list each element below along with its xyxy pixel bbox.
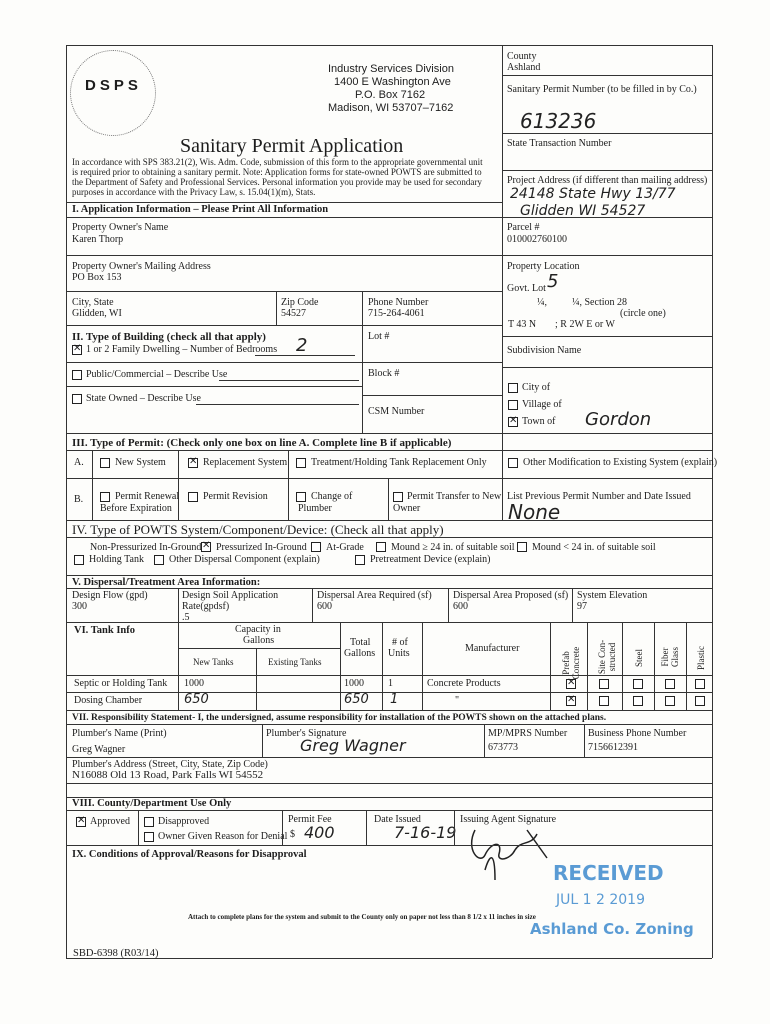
permit-fee-value: 400 [304,823,335,842]
divider [262,724,263,757]
plumber-name-label: Plumber's Name (Print) [72,728,167,739]
plumber-name-value: Greg Wagner [72,744,126,755]
underline [196,404,359,405]
mailing-address-value: PO Box 153 [72,272,122,283]
manufacturer-label: Manufacturer [465,643,520,654]
approved-label: Approved [90,816,130,827]
tank-row-2-fiberglass-checkbox[interactable] [665,696,675,706]
tank-row-1-new: 1000 [184,678,204,689]
other-dispersal-label: Other Dispersal Component (explain) [169,554,320,565]
business-phone-value: 7156612391 [588,742,638,753]
tank-row-1-manufacturer: Concrete Products [427,678,501,689]
units-label: # of [392,637,408,648]
divider [66,783,712,784]
divider [178,622,179,710]
divider [654,622,655,710]
business-phone-label: Business Phone Number [588,728,687,739]
owner-name-value: Karen Thorp [72,234,124,245]
divider [66,433,712,434]
form-bottom-border [66,958,712,959]
divider [388,478,389,520]
new-system-label: New System [115,457,166,468]
bedrooms-value: 2 [296,335,308,356]
county-value: Ashland [507,62,541,73]
holding-tank-checkbox[interactable] [74,555,84,565]
divider [66,575,712,576]
divider [572,588,573,622]
divider [340,622,341,710]
tank-row-1-fiberglass-checkbox[interactable] [665,679,675,689]
logo-text: DSPS [85,77,142,94]
state-owned-label: State Owned – Describe Use [86,393,201,404]
divider [66,291,502,292]
divider [502,367,712,368]
soil-rate-label-2: Rate(gpdsf) [182,601,230,612]
received-stamp-date: JUL 1 2 2019 [556,892,645,908]
material-steel: Steel [634,649,644,667]
at-grade-checkbox[interactable] [311,542,321,552]
permit-number-value: 613236 [520,109,597,133]
change-plumber-label-2: Plumber [298,503,332,514]
disapproved-label: Disapproved [158,816,210,827]
material-prefab-concrete: Prefab Concrete [561,646,581,680]
intro-line-3: the Department of Safety and Professional Services. Personal information you provide may be used for secondary [72,177,482,187]
system-elevation-value: 97 [577,601,587,612]
soil-rate-label: Design Soil Application [182,590,279,601]
permit-transfer-label: Permit Transfer to New [407,491,502,502]
dwelling-label: 1 or 2 Family Dwelling – Number of Bedrooms [86,344,278,355]
zip-value: 54527 [281,308,306,319]
tank-row-1-units: 1 [388,678,393,689]
tank-replacement-label: Treatment/Holding Tank Replacement Only [311,457,487,468]
owner-reason-label: Owner Given Reason for Denial [158,831,288,842]
divider [178,648,340,649]
tank-row-1-site-checkbox[interactable] [599,679,609,689]
section-8-title: VIII. County/Department Use Only [72,798,232,809]
divider [276,291,277,325]
divider [66,255,712,256]
tank-row-2-name: Dosing Chamber [74,695,143,706]
form-id: SBD-6398 (R03/14) [73,948,159,959]
replacement-system-checkbox[interactable] [188,458,198,468]
lot-label: Lot # [368,331,390,342]
underline [219,380,359,381]
divider [66,710,712,711]
pretreatment-label: Pretreatment Device (explain) [370,554,491,565]
divider [178,588,179,622]
right-column-divider [502,45,503,450]
divider [550,622,551,710]
divider [66,478,712,479]
other-modification-checkbox[interactable] [508,458,518,468]
city-state-value: Glidden, WI [72,308,122,319]
public-commercial-checkbox[interactable] [72,370,82,380]
mp-number-label: MP/MPRS Number [488,728,568,739]
quarter-1: ¼, [537,297,547,308]
existing-tanks-label: Existing Tanks [268,657,322,667]
city-state-label: City, State [72,297,114,308]
divider [66,724,712,725]
received-stamp: RECEIVED [553,861,664,885]
previous-permit-value: None [508,500,561,524]
received-stamp-office: Ashland Co. Zoning [530,920,694,938]
dwelling-checkbox[interactable] [72,345,82,355]
property-location-label: Property Location [507,261,580,272]
divider [686,622,687,710]
town-value: Gordon [585,409,652,430]
divider [422,622,423,710]
new-system-checkbox[interactable] [100,458,110,468]
divider [66,622,712,623]
divider [66,537,712,538]
dsps-seal-logo [70,50,156,136]
capacity-label-2: Gallons [243,635,275,646]
change-plumber-label: Change of [311,491,353,502]
line-b-label: B. [74,494,84,505]
pressurized-checkbox[interactable] [201,542,211,552]
divider [448,588,449,622]
tank-row-1-name: Septic or Holding Tank [74,678,168,689]
town-checkbox[interactable] [508,417,518,427]
city-checkbox[interactable] [508,383,518,393]
public-commercial-label: Public/Commercial – Describe Use [86,369,228,380]
plumber-signature-label: Plumber's Signature [266,728,347,739]
mound-24-label: Mound ≥ 24 in. of suitable soil [391,542,515,553]
address-line-2: P.O. Box 7162 [355,89,426,101]
total-gallons-label: Total [350,637,371,648]
holding-tank-label: Holding Tank [89,554,144,565]
csm-label: CSM Number [368,406,425,417]
owner-name-label: Property Owner's Name [72,222,169,233]
section-4-title: IV. Type of POWTS System/Component/Device: (Check all that apply) [72,522,444,537]
total-gallons-label-2: Gallons [344,648,376,659]
divider [66,675,712,676]
plumber-signature: Greg Wagner [300,736,406,755]
section-9-title: IX. Conditions of Approval/Reasons for Disapproval [72,849,307,860]
project-address-line1: 24148 State Hwy 13/77 [510,186,676,202]
design-flow-value: 300 [72,601,87,612]
section-2-title: II. Type of Building (check all that apply) [72,331,266,343]
line-a-label: A. [74,457,84,468]
tank-row-2-steel-checkbox[interactable] [633,696,643,706]
area-required-label: Dispersal Area Required (sf) [317,590,432,601]
divider [502,133,712,134]
section-3-title: III. Type of Permit: (Check only one box on line A. Complete line B if applicable) [72,437,452,449]
divider [66,588,712,589]
other-dispersal-checkbox[interactable] [154,555,164,565]
city-label: City of [522,382,551,393]
material-fiber-glass: Fiber Glass [660,647,680,667]
issuing-agent-label: Issuing Agent Signature [460,814,557,825]
divider [178,450,179,520]
permit-renewal-label: Permit Renewal [115,491,180,502]
tank-row-2-plastic-checkbox[interactable] [695,696,705,706]
parcel-value: 010002760100 [507,234,567,245]
design-flow-label: Design Flow (gpd) [72,590,148,601]
permit-number-label: Sanitary Permit Number (to be filled in by Co.) [507,84,697,95]
divider [92,450,93,520]
other-modification-label: Other Modification to Existing System (explain) [523,457,718,468]
permit-fee-label: Permit Fee [288,814,332,825]
material-plastic: Plastic [696,646,706,670]
address-line-3: Madison, WI 53707–7162 [328,102,454,114]
divider [66,325,362,326]
tank-row-2-prefab-checkbox[interactable] [566,696,576,706]
footer-note: Attach to complete plans for the system and submit to the County only on paper not less than 8 1/2 x 11 inches in size [188,913,536,921]
pretreatment-checkbox[interactable] [355,555,365,565]
state-owned-checkbox[interactable] [72,394,82,404]
disapproved-checkbox[interactable] [144,817,154,827]
system-elevation-label: System Elevation [577,590,648,601]
divider [587,622,588,710]
change-plumber-checkbox[interactable] [296,492,306,502]
divider [282,810,283,845]
divider [66,845,712,846]
non-pressurized-label: Non-Pressurized In-Ground [90,542,202,553]
tank-row-1-prefab-checkbox[interactable] [566,679,576,689]
divider [622,622,623,710]
divider [366,810,367,845]
permit-revision-checkbox[interactable] [188,492,198,502]
soil-rate-value: .5 [182,612,190,623]
mp-number-value: 673773 [488,742,518,753]
circle-one-note: (circle one) [620,308,666,319]
plumber-address-value: N16088 Old 13 Road, Park Falls WI 54552 [72,769,264,781]
before-expiration-label: Before Expiration [100,503,172,514]
phone-value: 715-264-4061 [368,308,425,319]
divider [502,450,503,520]
approved-checkbox[interactable] [76,817,86,827]
county-label: County [507,51,537,62]
address-line-1: 1400 E Washington Ave [334,76,451,88]
divider [66,362,362,363]
area-proposed-label: Dispersal Area Proposed (sf) [453,590,569,601]
divider [484,724,485,757]
govt-lot-value: 5 [547,271,559,292]
divider [312,588,313,622]
divider [66,217,712,218]
previous-permit-label: List Previous Permit Number and Date Issued [507,491,691,502]
divider [362,395,502,396]
divider [382,622,383,710]
area-required-value: 600 [317,601,332,612]
tank-row-1-total: 1000 [344,678,364,689]
replacement-system-label: Replacement System [203,457,288,468]
section-1-title: I. Application Information – Please Print All Information [72,204,329,215]
divider [138,810,139,845]
permit-transfer-label-2: Owner [393,503,421,514]
at-grade-label: At-Grade [326,542,364,553]
intro-line-1: In accordance with SPS 383.21(2), Wis. Adm. Code, submission of this form to the appropriate governmental unit [72,157,483,167]
mound-less-24-checkbox[interactable] [517,542,527,552]
phone-label: Phone Number [368,297,429,308]
form-left-border [66,45,67,958]
range: ; R 2W E or W [555,319,615,330]
village-label: Village of [522,399,562,410]
quarter-section: ¼, Section 28 [572,297,627,308]
permit-revision-label: Permit Revision [203,491,268,502]
pressurized-label: Pressurized In-Ground [216,542,307,553]
divider [66,810,712,811]
division-name: Industry Services Division [328,63,454,75]
form-title: Sanitary Permit Application [180,135,404,157]
intro-line-4: purposes in accordance with the Privacy Law, s. 15.04(1)(m), Stats. [72,187,316,197]
permit-transfer-checkbox[interactable] [393,492,403,502]
mailing-address-label: Property Owner's Mailing Address [72,261,211,272]
form-top-border [66,45,712,46]
tank-row-2-manufacturer: " [455,695,460,706]
section-5-title: V. Dispersal/Treatment Area Information: [72,577,261,588]
divider [66,520,712,521]
divider [502,336,712,337]
tank-row-2-new: 650 [184,692,209,707]
tank-row-2-total: 650 [344,692,369,707]
material-site-constructed: Site Con-structed [597,639,617,675]
permit-fee-prefix: $ [290,829,295,840]
divider [256,648,257,710]
divider [502,75,712,76]
divider [66,450,712,451]
tank-row-1-plastic-checkbox[interactable] [695,679,705,689]
issuing-agent-signature [455,820,555,880]
parcel-label: Parcel # [507,222,540,233]
divider [362,325,502,326]
mound-24-checkbox[interactable] [376,542,386,552]
village-checkbox[interactable] [508,400,518,410]
divider [66,757,712,758]
divider [362,362,502,363]
owner-reason-checkbox[interactable] [144,832,154,842]
project-address-line2: Glidden WI 54527 [520,203,646,219]
govt-lot-label: Govt. Lot [507,283,546,294]
permit-renewal-checkbox[interactable] [100,492,110,502]
divider [66,692,712,693]
area-proposed-value: 600 [453,601,468,612]
block-label: Block # [368,368,400,379]
date-issued-label: Date Issued [374,814,421,825]
project-address-label: Project Address (if different than mailing address) [507,175,708,186]
tank-row-2-site-checkbox[interactable] [599,696,609,706]
divider [66,386,362,387]
township: T 43 N [508,319,537,330]
new-tanks-label: New Tanks [193,657,234,667]
tank-row-1-steel-checkbox[interactable] [633,679,643,689]
divider [502,170,712,171]
plumber-address-label: Plumber's Address (Street, City, State, Zip Code) [72,759,268,770]
tank-row-2-units: 1 [390,692,399,707]
date-issued-value: 7-16-19 [394,823,457,842]
mound-less-24-label: Mound < 24 in. of suitable soil [532,542,656,553]
capacity-label: Capacity in [235,624,281,635]
section-6-title: VI. Tank Info [74,625,135,636]
tank-replacement-checkbox[interactable] [296,458,306,468]
zip-label: Zip Code [281,297,319,308]
divider [584,724,585,757]
divider [288,450,289,520]
units-label-2: Units [388,648,410,659]
town-label: Town of [522,416,556,427]
divider [66,202,502,203]
intro-line-2: is required prior to obtaining a sanitary permit. Note: Application forms for state-owned POWTS are submitted to [72,167,482,177]
form-right-border [712,45,713,958]
subdivision-label: Subdivision Name [507,345,582,356]
state-transaction-label: State Transaction Number [507,138,612,149]
section-7-title: VII. Responsibility Statement- I, the undersigned, assume responsibility for installation of the POWTS shown on the attached plans. [72,713,607,723]
